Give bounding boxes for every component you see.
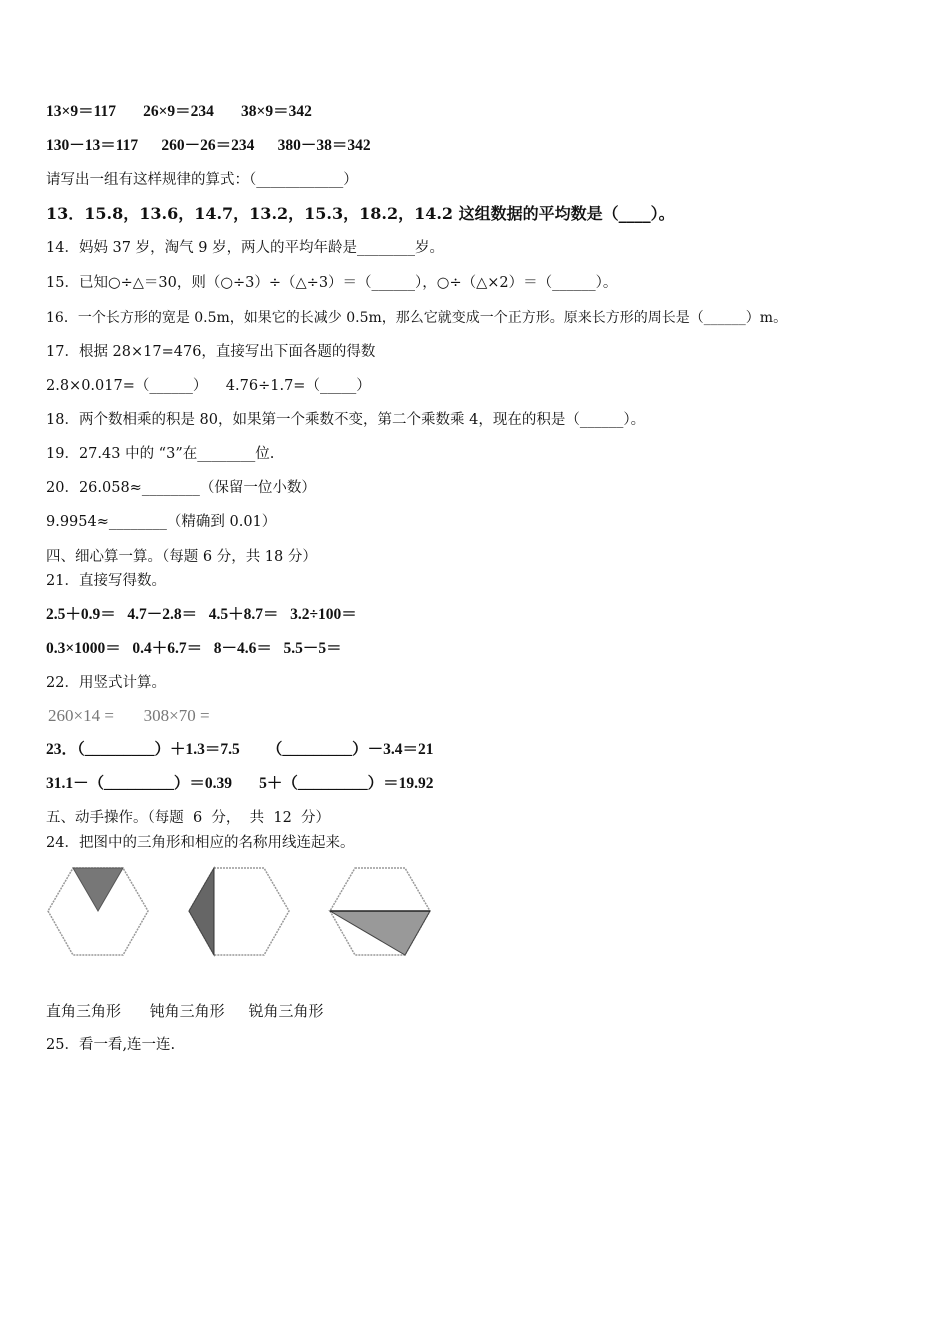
q24-labels [46, 1002, 324, 1020]
q12-prompt: 请写出一组有这样规律的算式：（____________） [46, 172, 358, 188]
q23-row2: 31.1－（_________）＝0.39 5＋（_________）＝19.92 [46, 775, 434, 792]
q14: 14．妈妈 37 岁，淘气 9 岁，两人的平均年龄是________岁。 [46, 240, 445, 256]
section5-title: 五、动手操作。（每题 6 分， 共 12 分） [46, 810, 331, 826]
q17-items: 2.8×0.017=（______） 4.76÷1.7=（_____） [46, 378, 371, 394]
label-obtuse-triangle: 钝角三角形 [149, 1002, 225, 1020]
q12-row2: 130－13＝117 260－26＝234 380－38＝342 [46, 137, 371, 154]
q22-items: 260×14 = 308×70 = [48, 706, 210, 725]
q25: 25．看一看,连一连. [46, 1037, 176, 1053]
section4-title: 四、细心算一算。（每题 6 分，共 18 分） [46, 549, 317, 565]
q17-stem: 17．根据 28×17=476，直接写出下面各题的得数 [46, 344, 376, 360]
q13: 13．15.8，13.6，14.7，13.2，15.3，18.2，14.2 这组数据的平均数是（____）。 [46, 204, 675, 223]
q18: 18．两个数相乘的积是 80，如果第一个乘数不变，第二个乘数乘 4，现在的积是（______）。 [46, 412, 646, 428]
q21-row2: 0.3×1000＝ 0.4＋6.7＝ 8－4.6＝ 5.5－5＝ [46, 640, 342, 657]
obtuse-triangle-shaded [189, 868, 214, 955]
q20b: 9.9954≈________（精确到 0.01） [46, 514, 277, 530]
q21-row1: 2.5＋0.9＝ 4.7－2.8＝ 4.5＋8.7＝ 3.2÷100＝ [46, 606, 357, 623]
q24-stem: 24．把图中的三角形和相应的名称用线连起来。 [46, 835, 355, 851]
label-acute-triangle: 锐角三角形 [248, 1002, 324, 1020]
q23-row1: 23．（_________）＋1.3＝7.5 （_________）－3.4＝21 [46, 741, 434, 758]
q15: 15．已知○÷△＝30，则（○÷3）÷（△÷3）＝（______），○÷（△×2）＝（______）。 [46, 275, 618, 291]
acute-triangle-shaded [73, 868, 123, 911]
q21-stem: 21．直接写得数。 [46, 573, 166, 589]
hexagon-figures [40, 860, 460, 965]
q16: 16．一个长方形的宽是 0.5m，如果它的长减少 0.5m，那么它就变成一个正方形。原来长方形的周长是（______）m。 [46, 310, 788, 326]
q20a: 20．26.058≈________（保留一位小数） [46, 480, 316, 496]
q19: 19．27.43 中的 “3”在________位. [46, 446, 275, 462]
q12-row1: 13×9＝117 26×9＝234 38×9＝342 [46, 103, 312, 120]
q22-stem: 22．用竖式计算。 [46, 675, 166, 691]
label-right-triangle: 直角三角形 [46, 1002, 122, 1020]
right-triangle-shaded [330, 911, 430, 955]
